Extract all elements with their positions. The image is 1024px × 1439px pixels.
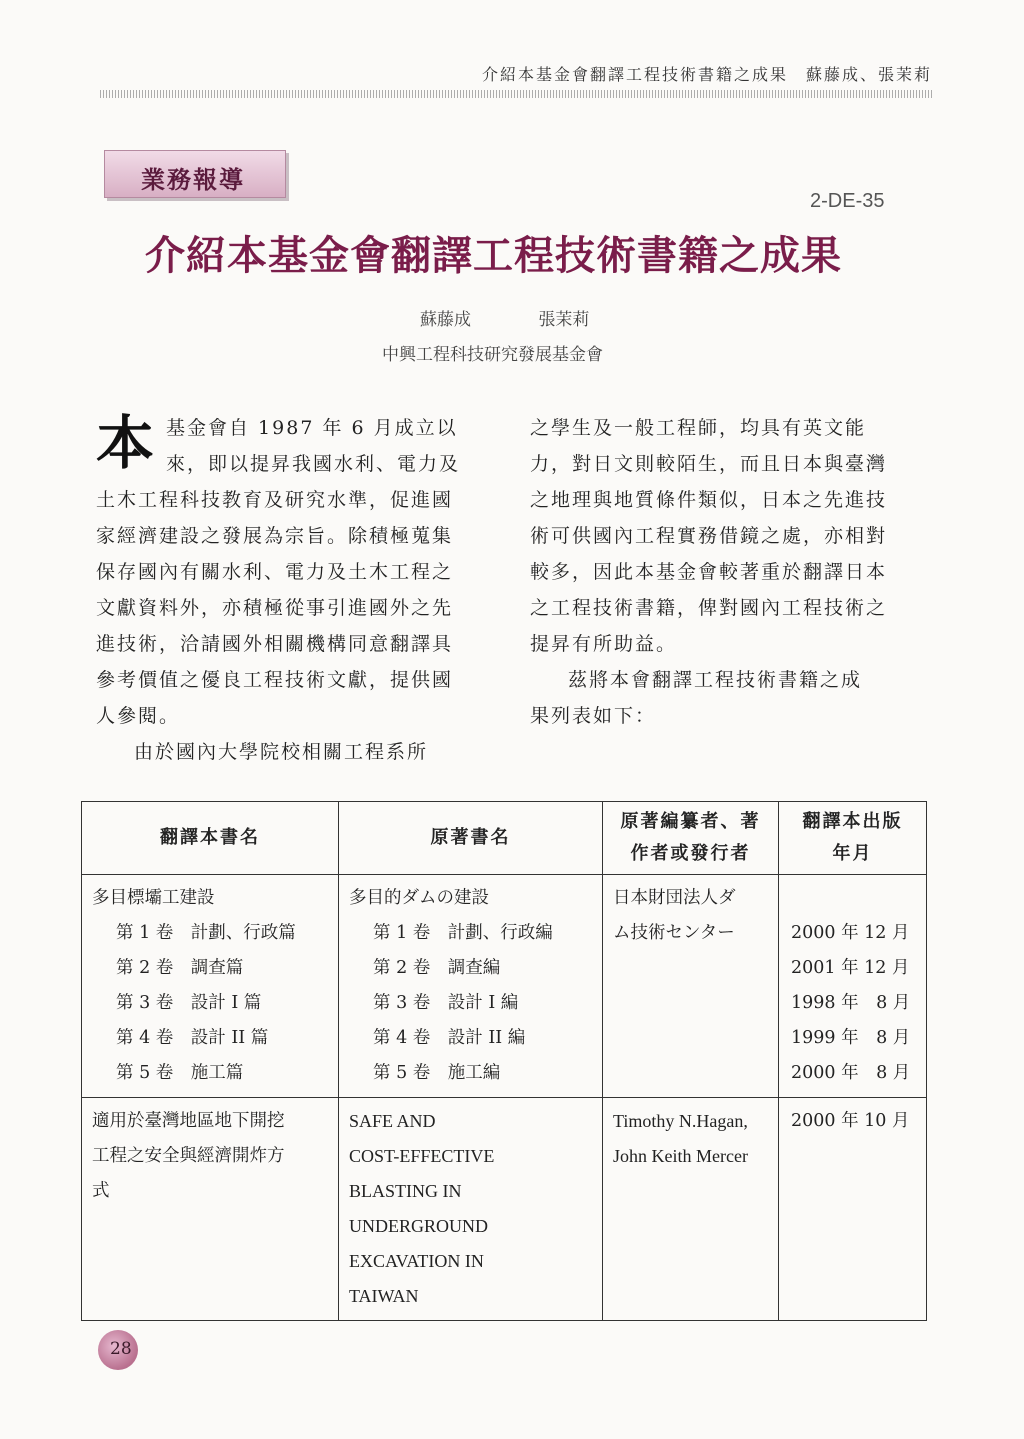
cell-line [789, 881, 916, 916]
header-rule [100, 90, 932, 98]
cell-line: John Keith Mercer [613, 1146, 748, 1166]
cell-line: 第 2 卷 調查篇 [116, 958, 244, 978]
cell-publish-date [779, 1098, 927, 1321]
paragraph-line: 較多，因此本基金會較著重於翻譯日本 [530, 561, 888, 583]
cell-original-title [339, 1098, 603, 1321]
column-header-translated-title: 翻譯本書名 [82, 802, 339, 875]
paragraph-line: 之工程技術書籍，俾對國內工程技術之 [530, 597, 888, 619]
paragraph-line: 之地理與地質條件類似，日本之先進技 [530, 489, 888, 511]
body-column-right [530, 410, 930, 734]
page-title: 介紹本基金會翻譯工程技術書籍之成果 [145, 233, 842, 279]
paragraph-line: 力，對日文則較陌生，而且日本與臺灣 [530, 453, 888, 475]
paragraph-line: 果列表如下： [530, 705, 657, 727]
paragraph-line: 保存國內有關水利、電力及土木工程之 [96, 561, 454, 583]
cell-line: 第 3 卷 設計 I 篇 [116, 993, 262, 1013]
books-table [81, 801, 927, 1321]
cell-line: 2000 年 12 月 [791, 923, 910, 943]
cell-line: UNDERGROUND [349, 1216, 488, 1236]
cell-line: Timothy N.Hagan, [613, 1111, 748, 1131]
cell-line: 式 [92, 1181, 110, 1201]
cell-publish-date [779, 875, 927, 1098]
document-code: 2-DE-35 [810, 190, 885, 212]
cell-line: 第 1 卷 計劃、行政編 [373, 923, 553, 943]
cell-line: 第 1 卷 計劃、行政篇 [116, 923, 296, 943]
cell-line: BLASTING IN [349, 1181, 462, 1201]
paragraph-line: 參考價值之優良工程技術文獻，提供國 [96, 669, 454, 691]
paragraph-line: 之學生及一般工程師，均具有英文能 [530, 417, 867, 439]
cell-line: 第 4 卷 設計 II 編 [373, 1028, 526, 1048]
header-line: 翻譯本出版 [802, 811, 903, 832]
table-header-row [82, 802, 927, 875]
cell-line: 工程之安全與經濟開炸方 [92, 1146, 285, 1166]
section-tag [104, 150, 286, 198]
cell-translated-title [82, 1098, 339, 1321]
cell-line: 第 3 卷 設計 I 編 [373, 993, 519, 1013]
author-name: 張茉莉 [538, 310, 590, 330]
paragraph-line: 土木工程科技教育及研究水準，促進國 [96, 489, 454, 511]
cell-author [603, 875, 779, 1098]
paragraph-line: 家經濟建設之發展為宗旨。除積極蒐集 [96, 525, 454, 547]
paragraph-line: 進技術，洽請國外相關機構同意翻譯具 [96, 633, 454, 655]
cell-line: 日本財団法人ダ [613, 888, 736, 908]
drop-cap: 本 [96, 409, 157, 477]
authors [420, 305, 651, 330]
table-row [82, 1098, 927, 1321]
cell-line: 第 2 卷 調查編 [373, 958, 501, 978]
body-column-left [96, 410, 496, 770]
paragraph-line: 文獻資料外，亦積極從事引進國外之先 [96, 597, 454, 619]
cell-line: SAFE AND [349, 1111, 436, 1131]
paragraph-line: 來，即以提昇我國水利、電力及 [166, 453, 461, 475]
page-number-badge [98, 1330, 138, 1370]
cell-line: 第 5 卷 施工篇 [116, 1063, 244, 1083]
column-header-publish-date [779, 802, 927, 875]
cell-translated-title [82, 875, 339, 1098]
cell-line: 1999 年 8 月 [791, 1028, 911, 1048]
paragraph-line: 術可供國內工程實務借鏡之處，亦相對 [530, 525, 888, 547]
cell-line: TAIWAN [349, 1286, 419, 1306]
cell-line: COST-EFFECTIVE [349, 1146, 495, 1166]
header-line: 作者或發行者 [630, 843, 751, 864]
cell-line: 2000 年 8 月 [791, 1063, 911, 1083]
cell-original-title [339, 875, 603, 1098]
cell-line: 多目標壩工建設 [92, 888, 215, 908]
cell-author [603, 1098, 779, 1321]
header-line: 年月 [832, 843, 873, 864]
column-header-author [603, 802, 779, 875]
cell-line: 2001 年 12 月 [791, 958, 910, 978]
cell-line: ム技術センター [613, 923, 735, 943]
cell-line: 1998 年 8 月 [791, 993, 911, 1013]
cell-line: 第 5 卷 施工編 [373, 1063, 501, 1083]
cell-line: 適用於臺灣地區地下開挖 [92, 1111, 285, 1131]
cell-line: EXCAVATION IN [349, 1251, 484, 1271]
table-row [82, 875, 927, 1098]
paragraph-line: 基金會自 1987 年 6 月成立以 [166, 417, 458, 439]
cell-line: 多目的ダムの建設 [349, 888, 489, 908]
paragraph-line: 提昇有所助益。 [530, 633, 678, 655]
paragraph-line: 人參閱。 [96, 705, 181, 727]
paragraph-line: 茲將本會翻譯工程技術書籍之成 [568, 669, 863, 691]
running-header: 介紹本基金會翻譯工程技術書籍之成果 蘇藤成、張茉莉 [481, 65, 932, 84]
cell-line: 2000 年 10 月 [791, 1111, 910, 1131]
section-tag-label: 業務報導 [141, 166, 245, 194]
cell-line: 第 4 卷 設計 II 篇 [116, 1028, 269, 1048]
page-number: 28 [110, 1339, 132, 1359]
paragraph-line: 由於國內大學院校相關工程系所 [134, 741, 429, 763]
header-line: 原著編纂者、著 [620, 811, 761, 832]
author-name: 蘇藤成 [420, 310, 471, 330]
column-header-original-title: 原著書名 [339, 802, 603, 875]
affiliation: 中興工程科技研究發展基金會 [382, 345, 603, 365]
